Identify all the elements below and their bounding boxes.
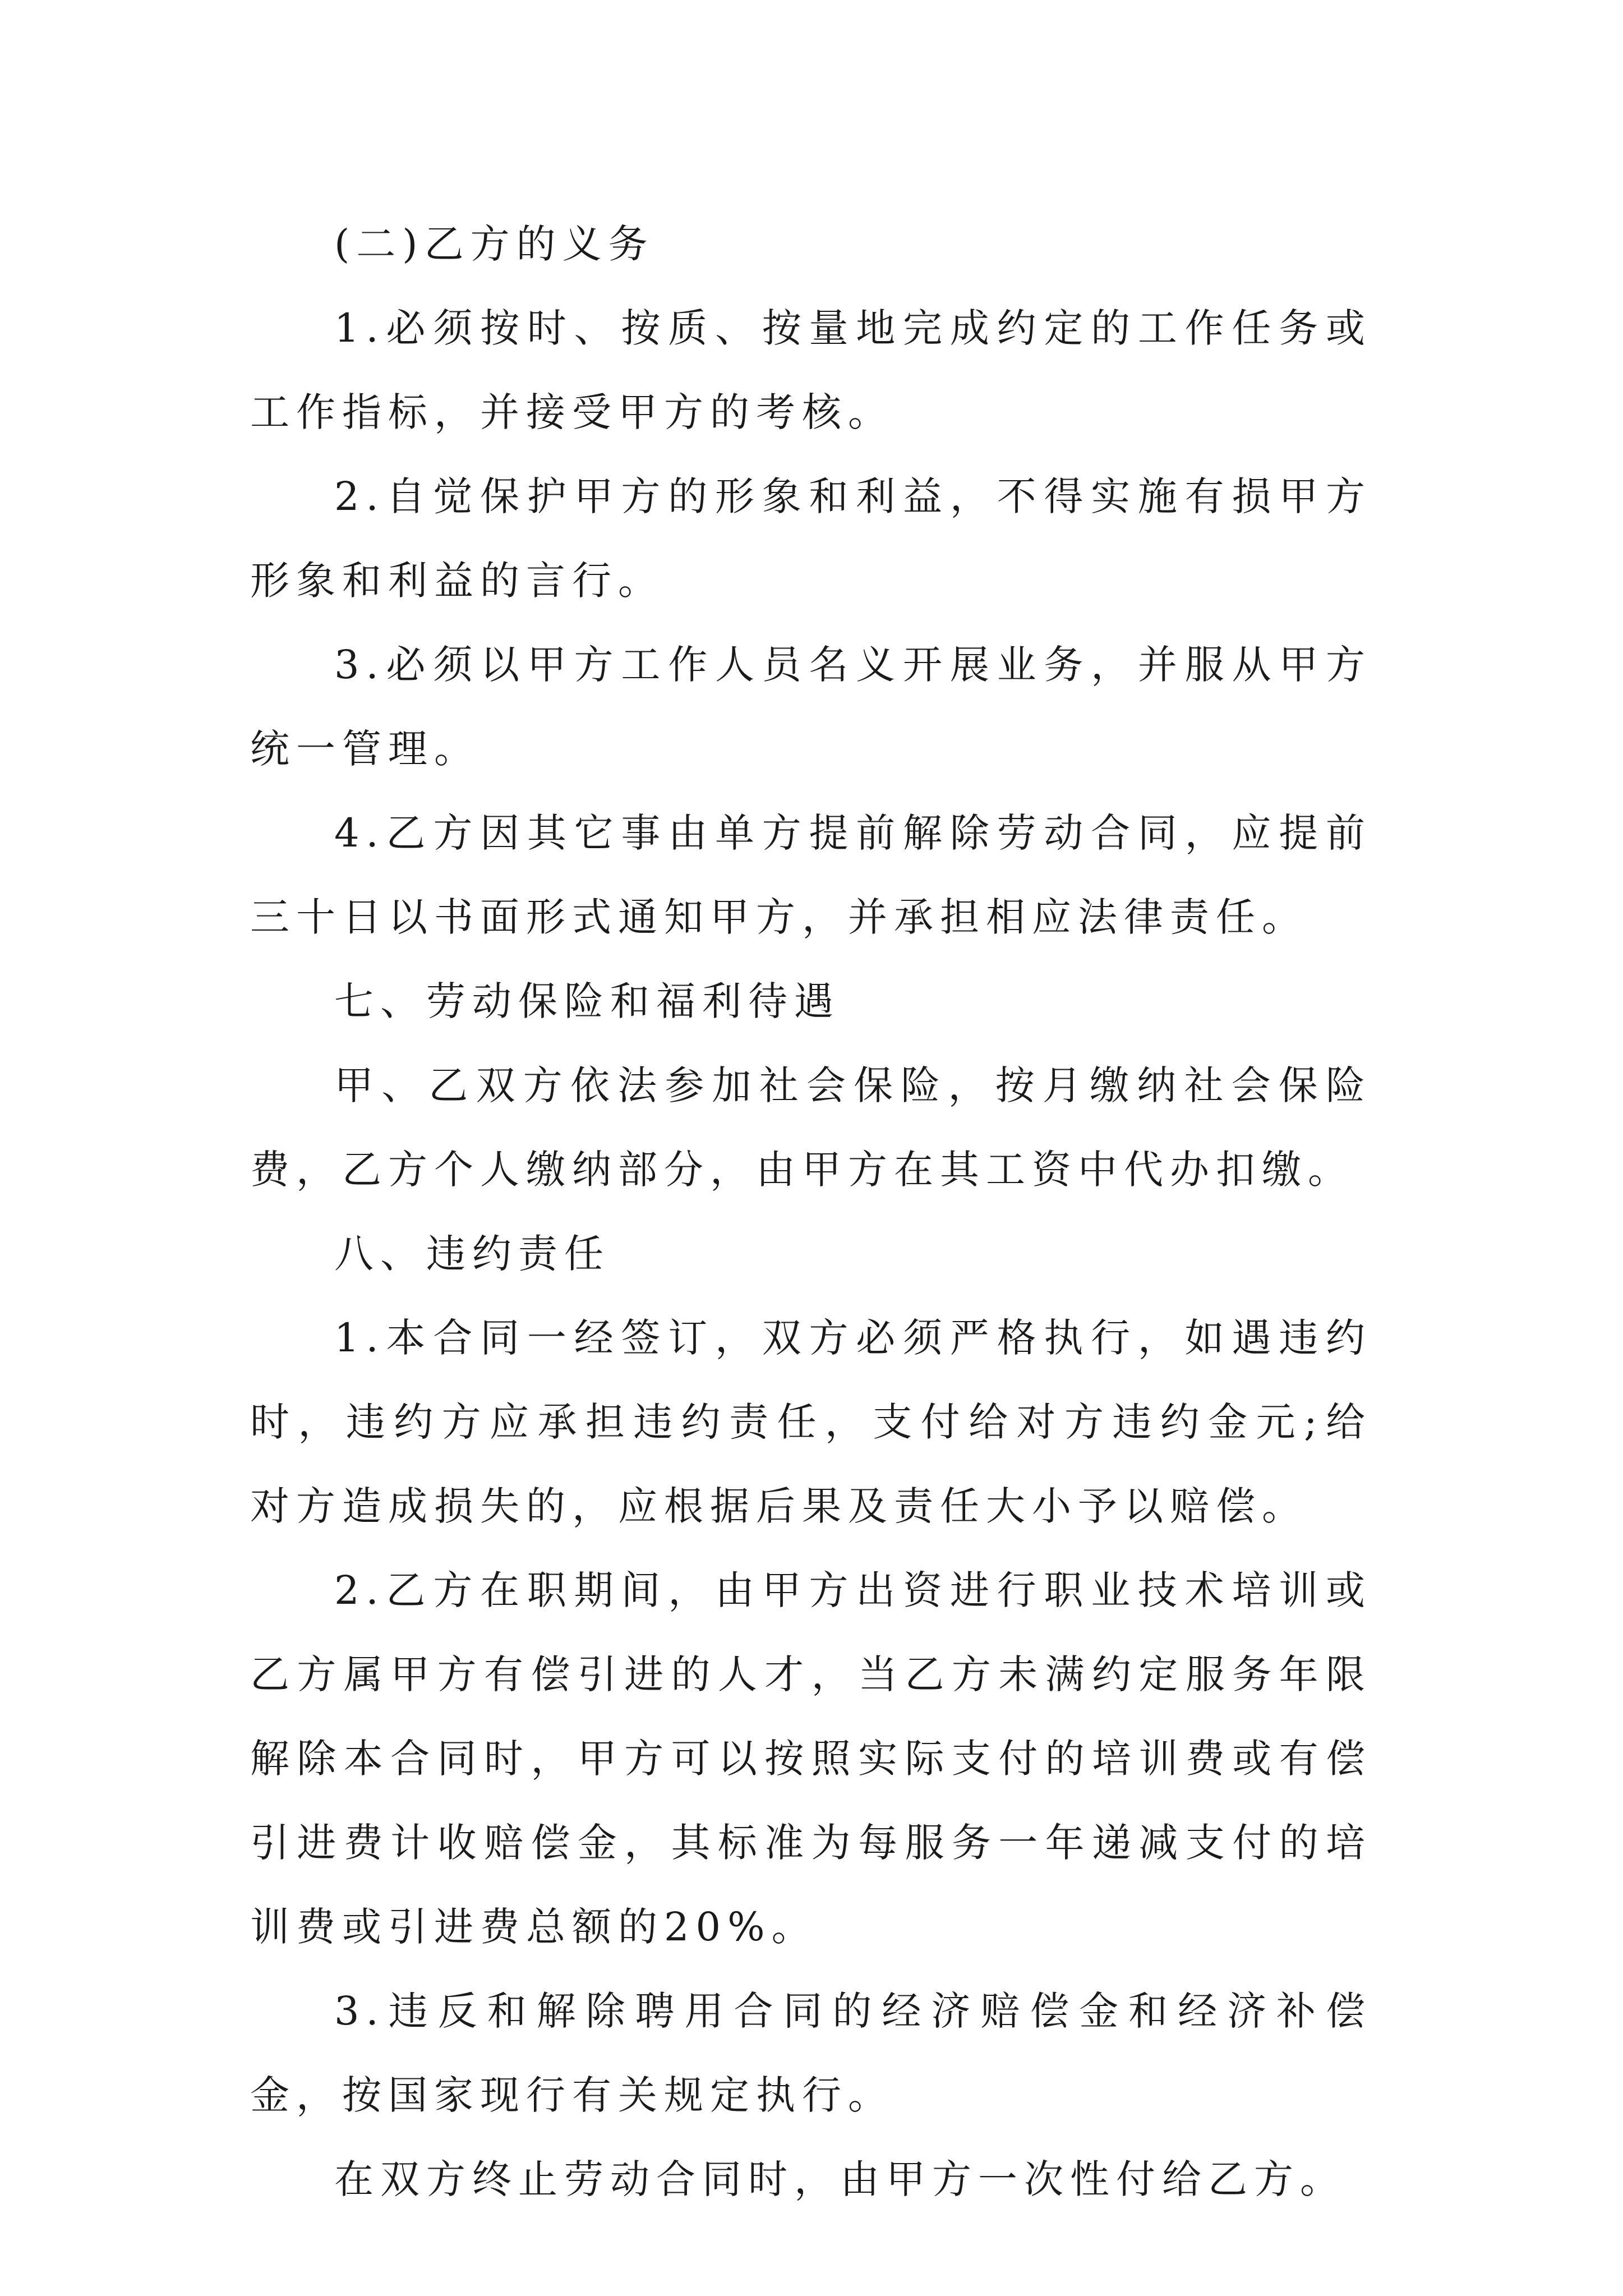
obligation-item-3: 3.必须以甲方工作人员名义开展业务，并服从甲方统一管理。 <box>250 642 1372 772</box>
obligation-item-2: 2.自觉保护甲方的形象和利益，不得实施有损甲方形象和利益的言行。 <box>250 473 1372 604</box>
breach-item-2: 2.乙方在职期间，由甲方出资进行职业技术培训或乙方属甲方有偿引进的人才，当乙方未满约定服务年限解除本合同时，甲方可以按照实际支付的培训费或有偿引进费计收赔偿金，其标准为每服务一年递减支付的培训费或引进费总额的20%。 <box>250 1567 1372 1950</box>
section-heading-insurance-benefits: 七、劳动保险和福利待遇 <box>334 978 840 1024</box>
section-heading-party-b-obligations: (二)乙方的义务 <box>334 221 654 267</box>
section-heading-breach-liability: 八、违约责任 <box>334 1231 610 1277</box>
breach-item-3: 3.违反和解除聘用合同的经济赔偿金和经济补偿金，按国家现行有关规定执行。 <box>250 1988 1372 2118</box>
insurance-paragraph: 甲、乙双方依法参加社会保险，按月缴纳社会保险费，乙方个人缴纳部分，由甲方在其工资中代办扣缴。 <box>250 1062 1372 1193</box>
obligation-item-4: 4.乙方因其它事由单方提前解除劳动合同，应提前三十日以书面形式通知甲方，并承担相应法律责任。 <box>250 810 1372 940</box>
document-body <box>250 202 1372 2221</box>
breach-item-1: 1.本合同一经签订，双方必须严格执行，如遇违约时，违约方应承担违约责任，支付给对方违约金元;给对方造成损失的，应根据后果及责任大小予以赔偿。 <box>250 1315 1372 1529</box>
termination-paragraph: 在双方终止劳动合同时，由甲方一次性付给乙方。 <box>334 2156 1346 2202</box>
obligation-item-1: 1.必须按时、按质、按量地完成约定的工作任务或工作指标，并接受甲方的考核。 <box>250 305 1372 435</box>
